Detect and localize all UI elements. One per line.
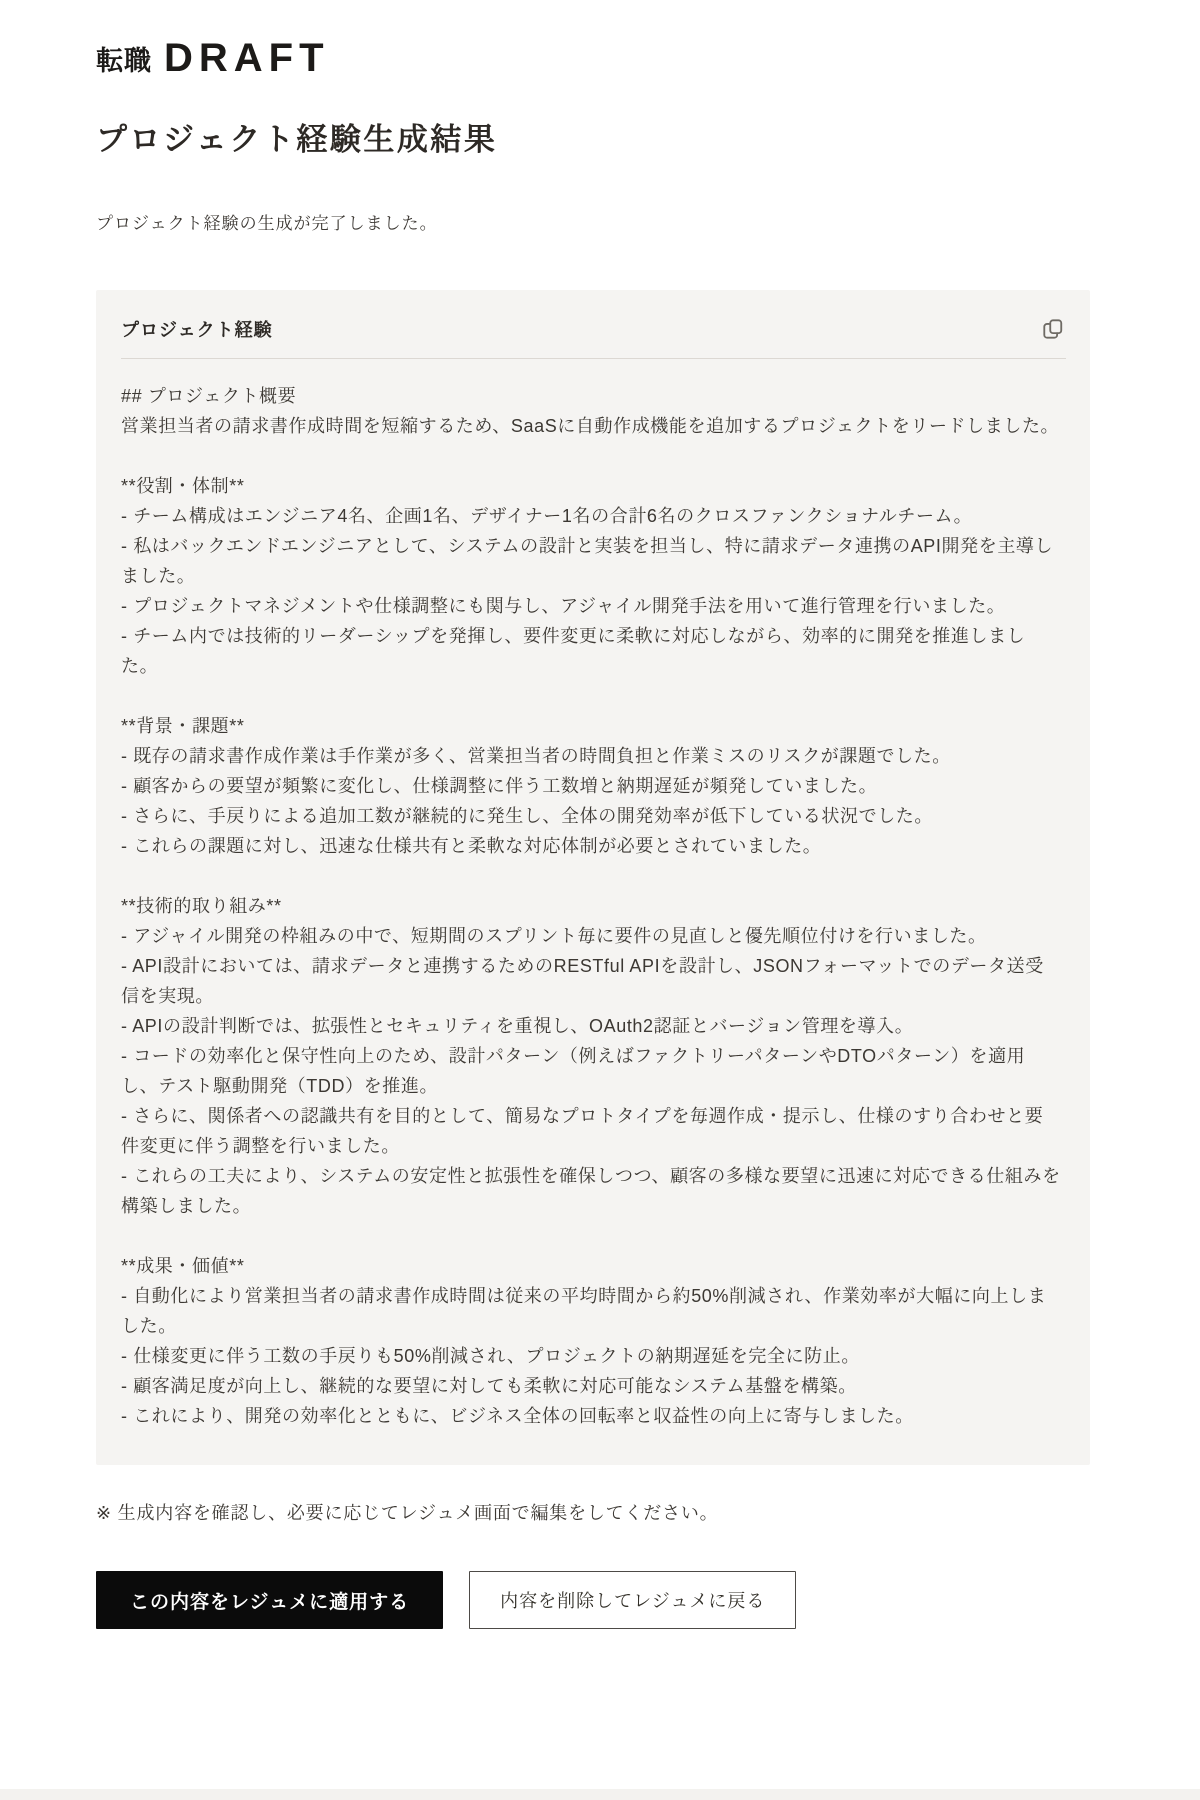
card-section-lines xyxy=(121,921,1061,1221)
card-text-line: - これらの工夫により、システムの安定性と拡張性を確保しつつ、顧客の多様な要望に迅速に対応できる仕組みを構築しました。 xyxy=(121,1166,1061,1216)
card-section-lines xyxy=(121,411,1061,441)
card-section-heading: **成果・価値** xyxy=(121,1256,245,1276)
card-section-heading: ## プロジェクト概要 xyxy=(121,386,297,406)
apply-to-resume-button[interactable]: この内容をレジュメに適用する xyxy=(96,1571,443,1629)
card-text-line: - これらの課題に対し、迅速な仕様共有と柔軟な対応体制が必要とされていました。 xyxy=(121,836,822,856)
card-text-line: - API設計においては、請求データと連携するためのRESTful APIを設計し、JSONフォーマットでのデータ送受信を実現。 xyxy=(121,956,1044,1006)
card-text-line: - チーム内では技術的リーダーシップを発揮し、要件変更に柔軟に対応しながら、効率的に開発を推進しました。 xyxy=(121,626,1026,676)
card-text-line: - 自動化により営業担当者の請求書作成時間は従来の平均時間から約50%削減され、作業効率が大幅に向上しました。 xyxy=(121,1286,1047,1336)
card-text-line: - さらに、関係者への認識共有を目的として、簡易なプロトタイプを毎週作成・提示し、仕様のすり合わせと要件変更に伴う調整を行いました。 xyxy=(121,1106,1044,1156)
card-divider xyxy=(121,358,1066,359)
card-section xyxy=(121,891,1061,1221)
card-text-line: - APIの設計判断では、拡張性とセキュリティを重視し、OAuth2認証とバージョン管理を導入。 xyxy=(121,1016,914,1036)
card-text-line: - これにより、開発の効率化とともに、ビジネス全体の回転率と収益性の向上に寄与しました。 xyxy=(121,1406,914,1426)
copy-icon xyxy=(1042,318,1064,340)
action-buttons-row xyxy=(96,1571,1090,1629)
tenshoku-draft-logo xyxy=(96,38,1090,78)
card-section xyxy=(121,711,1061,861)
card-section-lines xyxy=(121,1281,1061,1431)
card-body xyxy=(121,381,1061,1431)
footer-strip xyxy=(0,1789,1200,1800)
card-text-line: - 私はバックエンドエンジニアとして、システムの設計と実装を担当し、特に請求データ連携のAPI開発を主導しました。 xyxy=(121,536,1054,586)
card-text-line: - 既存の請求書作成作業は手作業が多く、営業担当者の時間負担と作業ミスのリスクが課題でした。 xyxy=(121,746,951,766)
card-text-line: - プロジェクトマネジメントや仕様調整にも関与し、アジャイル開発手法を用いて進行管理を行いました。 xyxy=(121,596,1006,616)
copy-button[interactable] xyxy=(1040,316,1066,342)
card-section-heading: **技術的取り組み** xyxy=(121,896,282,916)
intro-text: プロジェクト経験の生成が完了しました。 xyxy=(96,214,438,233)
card-text-line: - チーム構成はエンジニア4名、企画1名、デザイナー1名の合計6名のクロスファンクショナルチーム。 xyxy=(121,506,973,526)
card-header xyxy=(121,316,1066,342)
card-text-line: - アジャイル開発の枠組みの中で、短期間のスプリント毎に要件の見直しと優先順位付けを行いました。 xyxy=(121,926,987,946)
page-title: プロジェクト経験生成結果 xyxy=(96,122,498,157)
card-text-line: 営業担当者の請求書作成時間を短縮するため、SaaSに自動作成機能を追加するプロジェクトをリードしました。 xyxy=(121,416,1060,436)
card-section xyxy=(121,1251,1061,1431)
card-title: プロジェクト経験 xyxy=(121,320,273,340)
card-text-line: - 顧客満足度が向上し、継続的な要望に対しても柔軟に対応可能なシステム基盤を構築。 xyxy=(121,1376,857,1396)
card-section xyxy=(121,471,1061,681)
card-section-lines xyxy=(121,741,1061,861)
card-text-line: - コードの効率化と保守性向上のため、設計パターン（例えばファクトリーパターンやDTOパターン）を適用し、テスト駆動開発（TDD）を推進。 xyxy=(121,1046,1026,1096)
discard-and-return-button[interactable]: 内容を削除してレジュメに戻る xyxy=(469,1571,796,1629)
card-text-line: - 仕様変更に伴う工数の手戻りも50%削減され、プロジェクトの納期遅延を完全に防止。 xyxy=(121,1346,860,1366)
edit-note-text: ※ 生成内容を確認し、必要に応じてレジュメ画面で編集をしてください。 xyxy=(96,1503,719,1523)
project-experience-card xyxy=(96,290,1090,1465)
card-section-lines xyxy=(121,501,1061,681)
card-section-heading: **役割・体制** xyxy=(121,476,245,496)
logo-brand-text: DRAFT xyxy=(164,36,330,80)
logo-prefix-text: 転職 xyxy=(96,45,152,76)
card-text-line: - 顧客からの要望が頻繁に変化し、仕様調整に伴う工数増と納期遅延が頻発していました。 xyxy=(121,776,878,796)
card-text-line: - さらに、手戻りによる追加工数が継続的に発生し、全体の開発効率が低下している状況でした。 xyxy=(121,806,933,826)
card-section xyxy=(121,381,1061,441)
card-section-heading: **背景・課題** xyxy=(121,716,245,736)
